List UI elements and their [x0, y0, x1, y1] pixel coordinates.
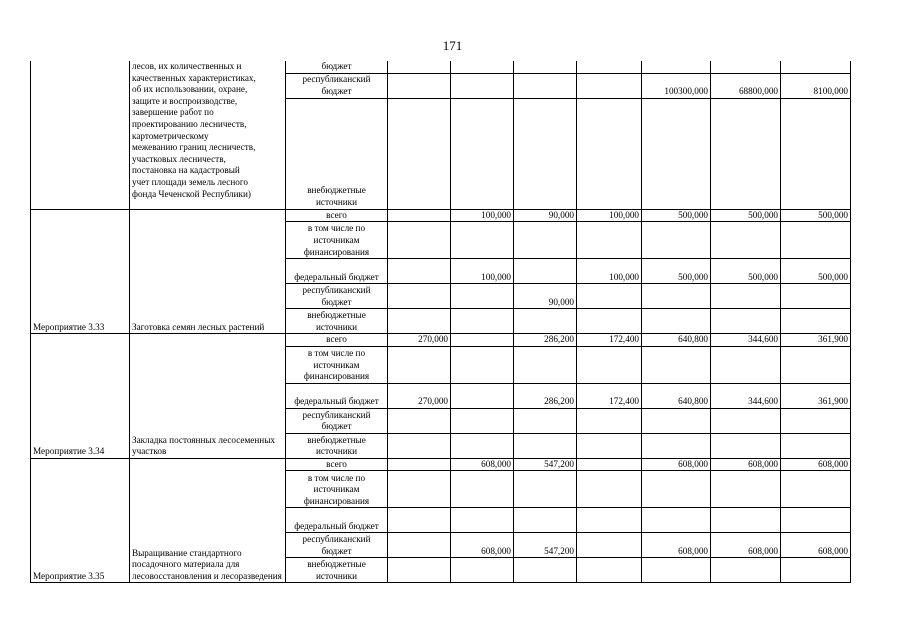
value-cell	[388, 61, 451, 73]
value-cell: 270,000	[388, 334, 451, 347]
value-cell	[711, 284, 781, 309]
page-number: 171	[442, 38, 463, 53]
funding-source: республиканский бюджет	[286, 533, 388, 558]
value-cell	[451, 408, 514, 433]
value-cell	[642, 222, 711, 259]
value-cell	[642, 408, 711, 433]
funding-source: в том числе по источникам финансирования	[286, 222, 388, 259]
value-cell: 286,200	[514, 383, 577, 408]
value-cell	[514, 408, 577, 433]
funding-source: внебюджетные источники	[286, 433, 388, 458]
value-cell	[781, 471, 851, 508]
value-cell	[451, 222, 514, 259]
value-cell: 270,000	[388, 383, 451, 408]
value-cell	[781, 508, 851, 533]
table-row	[31, 458, 851, 471]
table-row	[31, 334, 851, 347]
description-line: проектированию лесничеств,	[132, 118, 247, 129]
value-cell	[388, 222, 451, 259]
value-cell	[711, 408, 781, 433]
value-cell: 361,900	[781, 383, 851, 408]
value-cell	[451, 383, 514, 408]
value-cell: 500,000	[642, 209, 711, 222]
funding-source: в том числе по источникам финансирования	[286, 471, 388, 508]
value-cell: 500,000	[711, 209, 781, 222]
value-cell: 100,000	[451, 209, 514, 222]
value-cell	[577, 98, 642, 209]
funding-source: внебюджетные источники	[286, 558, 388, 583]
funding-source: всего	[286, 209, 388, 222]
value-cell: 172,400	[577, 383, 642, 408]
activity-label: Мероприятие 3.34	[31, 334, 130, 459]
value-cell: 90,000	[514, 284, 577, 309]
value-cell: 100,000	[451, 259, 514, 284]
funding-source: внебюджетные источники	[286, 98, 388, 209]
value-cell	[514, 73, 577, 98]
activity-description	[130, 61, 286, 209]
value-cell	[642, 309, 711, 334]
value-cell	[388, 209, 451, 222]
value-cell	[451, 433, 514, 458]
value-cell: 100,000	[577, 259, 642, 284]
funding-source: внебюджетные источники	[286, 309, 388, 334]
activity-label	[31, 61, 130, 209]
value-cell	[577, 346, 642, 383]
value-cell: 8100,000	[781, 73, 851, 98]
value-cell	[711, 508, 781, 533]
value-cell	[781, 284, 851, 309]
value-cell	[711, 346, 781, 383]
activity-description: Закладка постоянных лесосеменных участков	[130, 334, 286, 459]
value-cell	[451, 98, 514, 209]
value-cell: 547,200	[514, 458, 577, 471]
value-cell	[451, 334, 514, 347]
funding-table	[30, 61, 851, 583]
value-cell: 608,000	[642, 458, 711, 471]
value-cell	[388, 259, 451, 284]
value-cell	[711, 98, 781, 209]
value-cell	[388, 558, 451, 583]
funding-source: республиканский бюджет	[286, 408, 388, 433]
value-cell	[781, 433, 851, 458]
value-cell: 640,800	[642, 383, 711, 408]
value-cell: 68800,000	[711, 73, 781, 98]
table-row	[31, 61, 851, 73]
value-cell	[451, 558, 514, 583]
value-cell	[711, 222, 781, 259]
value-cell: 640,800	[642, 334, 711, 347]
description-line: межеванию границ лесничеств,	[132, 142, 256, 153]
value-cell: 608,000	[642, 533, 711, 558]
funding-source: всего	[286, 334, 388, 347]
value-cell: 500,000	[781, 209, 851, 222]
value-cell	[577, 533, 642, 558]
value-cell: 344,600	[711, 334, 781, 347]
value-cell	[388, 408, 451, 433]
value-cell: 172,400	[577, 334, 642, 347]
description-line: картометрическому	[132, 130, 209, 141]
value-cell	[514, 433, 577, 458]
value-cell	[577, 508, 642, 533]
activity-description: Заготовка семян лесных растений	[130, 209, 286, 334]
value-cell	[781, 98, 851, 209]
value-cell: 100300,000	[642, 73, 711, 98]
value-cell	[781, 61, 851, 73]
value-cell	[514, 259, 577, 284]
description-line: лесов, их количественных и	[132, 61, 242, 71]
value-cell	[577, 408, 642, 433]
value-cell	[388, 284, 451, 309]
value-cell	[642, 558, 711, 583]
description-line: постановка на кадастровый	[132, 165, 240, 176]
value-cell	[514, 61, 577, 73]
value-cell	[451, 284, 514, 309]
value-cell	[451, 346, 514, 383]
description-line: качественных характеристиках,	[132, 72, 256, 83]
value-cell: 608,000	[451, 458, 514, 471]
value-cell	[642, 284, 711, 309]
funding-source: бюджет	[286, 61, 388, 73]
value-cell	[388, 98, 451, 209]
value-cell	[577, 309, 642, 334]
funding-source: республиканский бюджет	[286, 284, 388, 309]
value-cell	[577, 284, 642, 309]
value-cell	[388, 346, 451, 383]
value-cell: 344,600	[711, 383, 781, 408]
value-cell	[642, 98, 711, 209]
value-cell	[388, 533, 451, 558]
value-cell	[642, 61, 711, 73]
description-line: защите и воспроизводстве,	[132, 95, 238, 106]
value-cell	[642, 346, 711, 383]
value-cell	[711, 558, 781, 583]
value-cell	[451, 508, 514, 533]
funding-source: федеральный бюджет	[286, 259, 388, 284]
value-cell	[781, 558, 851, 583]
value-cell	[388, 309, 451, 334]
activity-label: Мероприятие 3.33	[31, 209, 130, 334]
value-cell	[514, 222, 577, 259]
value-cell	[642, 508, 711, 533]
table-body	[31, 61, 851, 583]
value-cell	[577, 558, 642, 583]
funding-source: всего	[286, 458, 388, 471]
description-line: завершение работ по	[132, 107, 214, 118]
value-cell	[642, 433, 711, 458]
funding-source: федеральный бюджет	[286, 508, 388, 533]
activity-description: Выращивание стандартного посадочного материала для лесовосстановления и лесоразведения	[130, 458, 286, 583]
value-cell	[577, 458, 642, 471]
value-cell	[388, 458, 451, 471]
table-row	[31, 209, 851, 222]
value-cell	[781, 309, 851, 334]
value-cell	[514, 346, 577, 383]
value-cell	[577, 73, 642, 98]
description-line: участковых лесничеств,	[132, 153, 226, 164]
value-cell	[514, 471, 577, 508]
value-cell	[577, 61, 642, 73]
value-cell	[577, 433, 642, 458]
value-cell	[577, 222, 642, 259]
value-cell	[711, 309, 781, 334]
value-cell	[388, 508, 451, 533]
value-cell: 286,200	[514, 334, 577, 347]
value-cell: 500,000	[781, 259, 851, 284]
value-cell: 608,000	[781, 458, 851, 471]
value-cell	[642, 471, 711, 508]
value-cell	[781, 346, 851, 383]
value-cell	[711, 471, 781, 508]
value-cell	[514, 98, 577, 209]
description-line: фонда Чеченской Республики)	[132, 188, 251, 199]
value-cell: 608,000	[451, 533, 514, 558]
value-cell	[451, 471, 514, 508]
value-cell	[514, 558, 577, 583]
activity-label: Мероприятие 3.35	[31, 458, 130, 583]
value-cell	[514, 508, 577, 533]
value-cell	[388, 73, 451, 98]
value-cell: 361,900	[781, 334, 851, 347]
value-cell: 500,000	[642, 259, 711, 284]
value-cell: 608,000	[711, 533, 781, 558]
description-line: учет площади земель лесного	[132, 176, 249, 187]
value-cell: 90,000	[514, 209, 577, 222]
value-cell	[781, 408, 851, 433]
value-cell: 608,000	[781, 533, 851, 558]
value-cell	[781, 222, 851, 259]
value-cell	[451, 309, 514, 334]
value-cell	[451, 73, 514, 98]
funding-source: федеральный бюджет	[286, 383, 388, 408]
funding-source: в том числе по источникам финансирования	[286, 346, 388, 383]
description-line: об их использовании, охране,	[132, 84, 248, 95]
value-cell	[577, 471, 642, 508]
value-cell: 608,000	[711, 458, 781, 471]
value-cell: 100,000	[577, 209, 642, 222]
value-cell: 547,200	[514, 533, 577, 558]
value-cell	[388, 471, 451, 508]
value-cell	[514, 309, 577, 334]
funding-source: республиканский бюджет	[286, 73, 388, 98]
value-cell	[711, 433, 781, 458]
value-cell	[451, 61, 514, 73]
value-cell: 500,000	[711, 259, 781, 284]
value-cell	[388, 433, 451, 458]
value-cell	[711, 61, 781, 73]
